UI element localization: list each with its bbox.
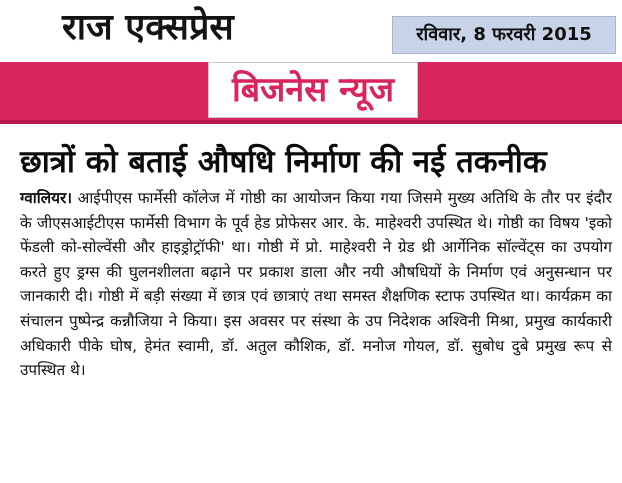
article-body (20, 186, 612, 383)
section-label-box (208, 62, 418, 118)
newspaper-name: राज एक्सप्रेस (62, 7, 234, 48)
article-text: आईपीएस फार्मेसी कॉलेज में गोष्ठी का आयोजन किया गया जिसमे मुख्य अतिथि के तौर पर इंदौर के जीएसआईटीएस फार्मेसी विभाग के पूर्व हेड प्रोफेसर आर. के. माहेश्वरी उपस्थित थे। गोष्ठी का विषय 'इको फेंडली को-सोल्वेंसी और हाइड्रोट्रॉफी' था। गोष्ठी में प्रो. माहेश्वरी ने ग्रेड थ्री आर्गेनिक सॉल्वेंट्स का उपयोग करते हुए ड्रग्स की घुलनशीलता बढ़ाने पर प्रकाश डाला और नयी औषधियों के निर्माण एवं अनुसन्धान पर जानकारी दी। गोष्ठी में बड़ी संख्या में छात्र एवं छात्राएं तथा समस्त शैक्षणिक स्टाफ उपस्थित था। कार्यक्रम का संचालन पुष्पेन्द्र कन्नौजिया ने किया। इस अवसर पर संस्था के उप निदेशक अश्विनी मिश्रा, प्रमुख कार्यकारी अधिकारी पीके घोष, हेमंत स्वामी, डॉ. अतुल कौशिक, डॉ. मनोज गोयल, डॉ. सुबोध दुबे प्रमुख रूप से उपस्थित थे। (20, 189, 612, 380)
section-title: बिजनेस न्यूज (231, 70, 395, 110)
article-headline: छात्रों को बताई औषधि निर्माण की नई तकनीक (20, 144, 547, 180)
publication-date: रविवार, 8 फरवरी 2015 (392, 16, 616, 54)
article-dateline: ग्वालियर। (20, 189, 73, 207)
masthead (0, 0, 622, 62)
